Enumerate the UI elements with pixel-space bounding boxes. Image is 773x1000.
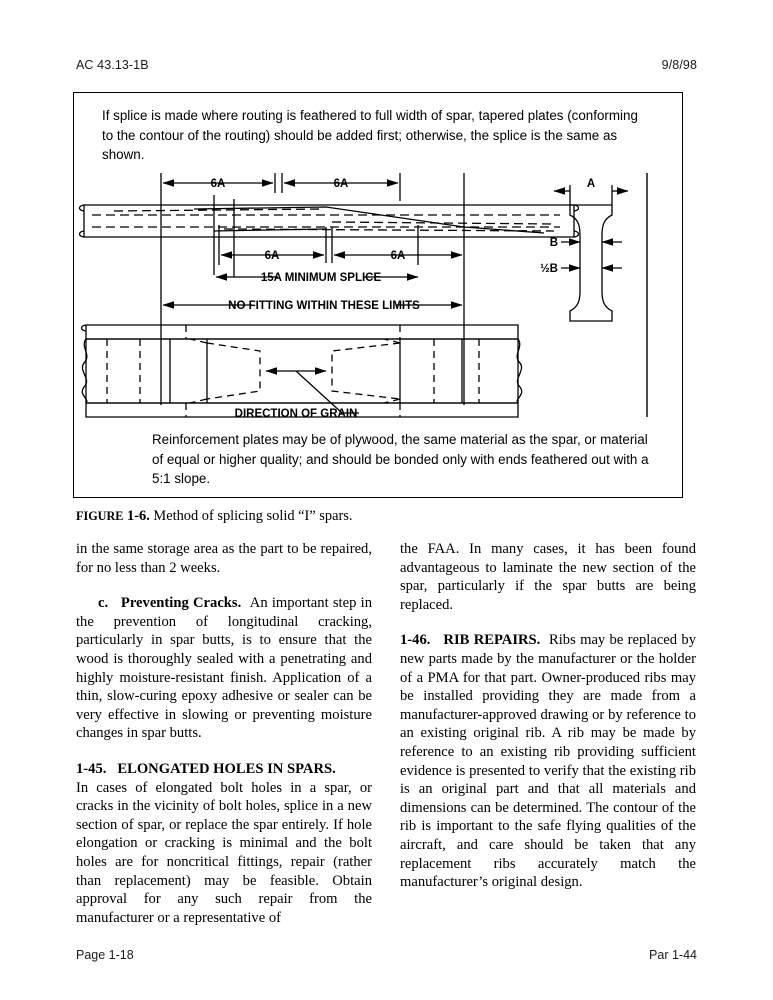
running-head-document-number: AC 43.13-1B xyxy=(76,58,149,72)
running-foot-page-number: Page 1-18 xyxy=(76,948,134,962)
body-right-column xyxy=(400,540,696,892)
figure-caption xyxy=(76,508,352,525)
subsection-letter: c. xyxy=(98,595,109,612)
label-section-half-b: ½B xyxy=(540,263,558,275)
figure-caption-prefix: FIGURE xyxy=(76,509,124,523)
left-section-1-45 xyxy=(76,760,372,927)
label-dim-6a-mid-right: 6A xyxy=(390,250,406,262)
splicing-diagram xyxy=(74,165,684,425)
section-text-1-46: Ribs may be replaced by new parts made by the manufacturer or the holder of a PMA for that part. Owner-produced ribs may be installed providing they are made from a manufacturer-approved drawing or by reference to an existing original rib. A rib may be made by reference to an existing rib providing sufficient evidence is presented to verify that the existing rib is an original part and that all materials and dimensions can be determined. The contour of the rib is important to the safe flying qualities of the aircraft, and care should be taken that any replacement ribs accurately match the manufacturer’s original design. xyxy=(400,632,697,891)
section-title-1-45: ELONGATED HOLES IN SPARS. xyxy=(117,760,336,777)
figure-caption-number: 1-6. xyxy=(127,508,150,524)
subsection-title: Preventing Cracks. xyxy=(120,595,242,612)
label-direction-of-grain: DIRECTION OF GRAIN xyxy=(234,408,358,420)
label-section-a: A xyxy=(586,178,596,190)
section-text-1-45: In cases of elongated bolt holes in a spar, or cracks in the vicinity of bolt holes, splice in a new section of spar, or replace the spar entirely. If hole elongation or cracking is minimal and the bolt holes are for noncritical fittings, repair (rather than replacement) may be feasible. Obtain approval for any such repair from the manufacturer or a representative of xyxy=(76,779,372,926)
section-number-1-45: 1-45. xyxy=(76,760,107,777)
label-minimum-splice: 15A MINIMUM SPLICE xyxy=(260,272,382,284)
right-paragraph-continued: the FAA. In many cases, it has been found advantageous to laminate the new section of the spar, particularly if the spar butts are being replaced. xyxy=(400,541,696,613)
label-dim-6a-top-left: 6A xyxy=(210,178,226,190)
figure-1-6-box xyxy=(73,92,683,498)
section-title-1-46: RIB REPAIRS. xyxy=(443,632,541,649)
label-dim-6a-top-right: 6A xyxy=(333,178,349,190)
figure-note-top: If splice is made where routing is feathered to full width of spar, tapered plates (conforming to the contour of the routing) should be added first; otherwise, the splice is the same as shown. xyxy=(102,108,638,162)
right-section-1-46 xyxy=(400,631,696,891)
left-paragraph-continued: in the same storage area as the part to be repaired, for no less than 2 weeks. xyxy=(76,541,372,576)
section-number-1-46: 1-46. xyxy=(400,632,431,649)
subsection-text: An important step in the prevention of longitudinal cracking, particularly in spar butts, is to ensure that the wood is thoroughly sealed with a penetrating and highly moisture-resistant finish. Application of a thin, slow-curing epoxy adhesive or sealer can be very effective in slowing or preventing moisture changes in spar butts. xyxy=(76,595,372,742)
running-foot-paragraph: Par 1-44 xyxy=(649,948,697,962)
label-no-fitting: NO FITTING WITHIN THESE LIMITS xyxy=(228,300,420,312)
figure-caption-text: Method of splicing solid “I” spars. xyxy=(153,508,353,524)
label-section-b: B xyxy=(549,237,558,249)
body-left-column xyxy=(76,540,372,927)
running-head-date: 9/8/98 xyxy=(661,58,697,72)
label-dim-6a-mid-left: 6A xyxy=(264,250,280,262)
figure-note-bottom: Reinforcement plates may be of plywood, the same material as the spar, or material of equal or higher quality; and should be bonded only with ends feathered out with a 5:1 slope. xyxy=(152,432,649,486)
left-subsection-c xyxy=(76,594,372,743)
